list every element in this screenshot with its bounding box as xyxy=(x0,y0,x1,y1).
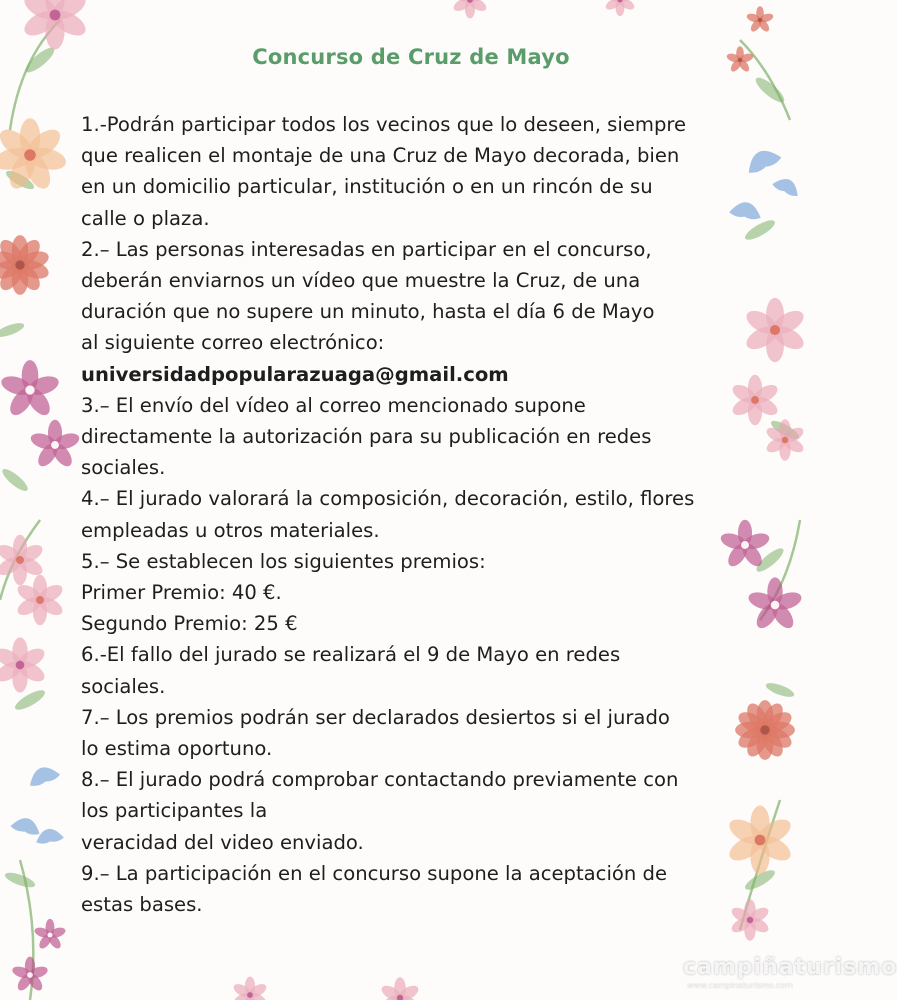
rule-line: al siguiente correo electrónico: xyxy=(81,331,385,355)
rule-line: empleadas u otros materiales. xyxy=(81,518,380,542)
watermark-url: www.campinaturismo.com xyxy=(687,981,793,990)
watermark-text: campiñaturismo xyxy=(683,955,897,980)
rule-line: calle o plaza. xyxy=(81,206,210,230)
pink-flower-icon xyxy=(764,419,806,460)
rule-line: 9.– La participación en el concurso supone la aceptación de xyxy=(81,861,668,885)
pink-flower-icon xyxy=(0,637,48,692)
rule-line: 3.– El envío del vídeo al correo mencionado supone xyxy=(81,393,586,417)
rule-line: 8.– El jurado podrá comprobar contactando previamente con xyxy=(81,768,679,792)
rule-line: 1.-Podrán participar todos los vecinos que lo deseen, siempre xyxy=(81,113,687,136)
blue-bellflower-icon xyxy=(771,174,802,198)
pink-flower-icon xyxy=(452,0,489,18)
rule-line: veracidad del video enviado. xyxy=(81,830,364,854)
pink-flower-icon xyxy=(743,298,808,362)
leaf-icon xyxy=(0,320,26,339)
rule-line: 5.– Se establecen los siguientes premios: xyxy=(81,549,486,573)
rule-line: duración que no supere un minuto, hasta el día 6 de Mayo xyxy=(81,300,655,324)
rule-line: 7.– Los premios podrán ser declarados desiertos si el jurado xyxy=(81,705,670,729)
rule-line: lo estima oportuno. xyxy=(81,737,273,761)
watermark-logo xyxy=(683,955,897,995)
blue-bellflower-icon xyxy=(34,827,64,845)
rule-line: Segundo Premio: 25 € xyxy=(81,612,298,636)
leaf-icon xyxy=(764,680,795,699)
pink-flower-icon xyxy=(604,0,636,16)
leaf-icon xyxy=(743,217,778,243)
rule-line: directamente la autorización para su publicación en redes xyxy=(81,425,652,449)
rule-line: sociales. xyxy=(81,456,166,480)
rule-line: 6.-El fallo del jurado se realizará el 9 de Mayo en redes xyxy=(81,643,621,667)
rules-text xyxy=(81,109,746,920)
magenta-orchid-icon xyxy=(33,919,66,951)
blue-bellflower-icon xyxy=(743,144,783,175)
pink-flower-icon xyxy=(20,0,89,50)
contact-email: universidadpopularazuaga@gmail.com xyxy=(81,362,509,386)
rule-line: Primer Premio: 40 €. xyxy=(81,581,282,605)
rule-line: los participantes la xyxy=(81,799,268,823)
red-daisy-icon xyxy=(746,6,775,33)
rule-line: en un domicilio particular, institución o en un rincón de su xyxy=(81,175,653,199)
magenta-orchid-icon xyxy=(746,577,803,631)
magenta-orchid-icon xyxy=(29,420,81,470)
rule-line: estas bases. xyxy=(81,893,203,917)
rule-line: 2.– Las personas interesadas en participar en el concurso, xyxy=(81,237,652,261)
rule-line: que realicen el montaje de una Cruz de Mayo decorada, bien xyxy=(81,144,680,168)
magenta-orchid-icon xyxy=(11,957,49,993)
magenta-orchid-icon xyxy=(0,360,61,419)
blue-bellflower-icon xyxy=(26,762,61,788)
leaf-icon xyxy=(0,466,31,494)
red-daisy-icon xyxy=(0,235,51,295)
page-title: Concurso de Cruz de Mayo xyxy=(252,45,570,69)
pink-flower-icon xyxy=(379,977,421,1000)
rule-line: sociales. xyxy=(81,674,166,698)
rule-line: deberán enviarnos un vídeo que muestre la Cruz, de una xyxy=(81,269,641,293)
pink-flower-icon xyxy=(232,977,269,1000)
rule-line: 4.– El jurado valorará la composición, decoración, estilo, flores xyxy=(81,487,695,511)
blue-bellflower-icon xyxy=(10,815,43,837)
leaf-icon xyxy=(3,870,37,891)
